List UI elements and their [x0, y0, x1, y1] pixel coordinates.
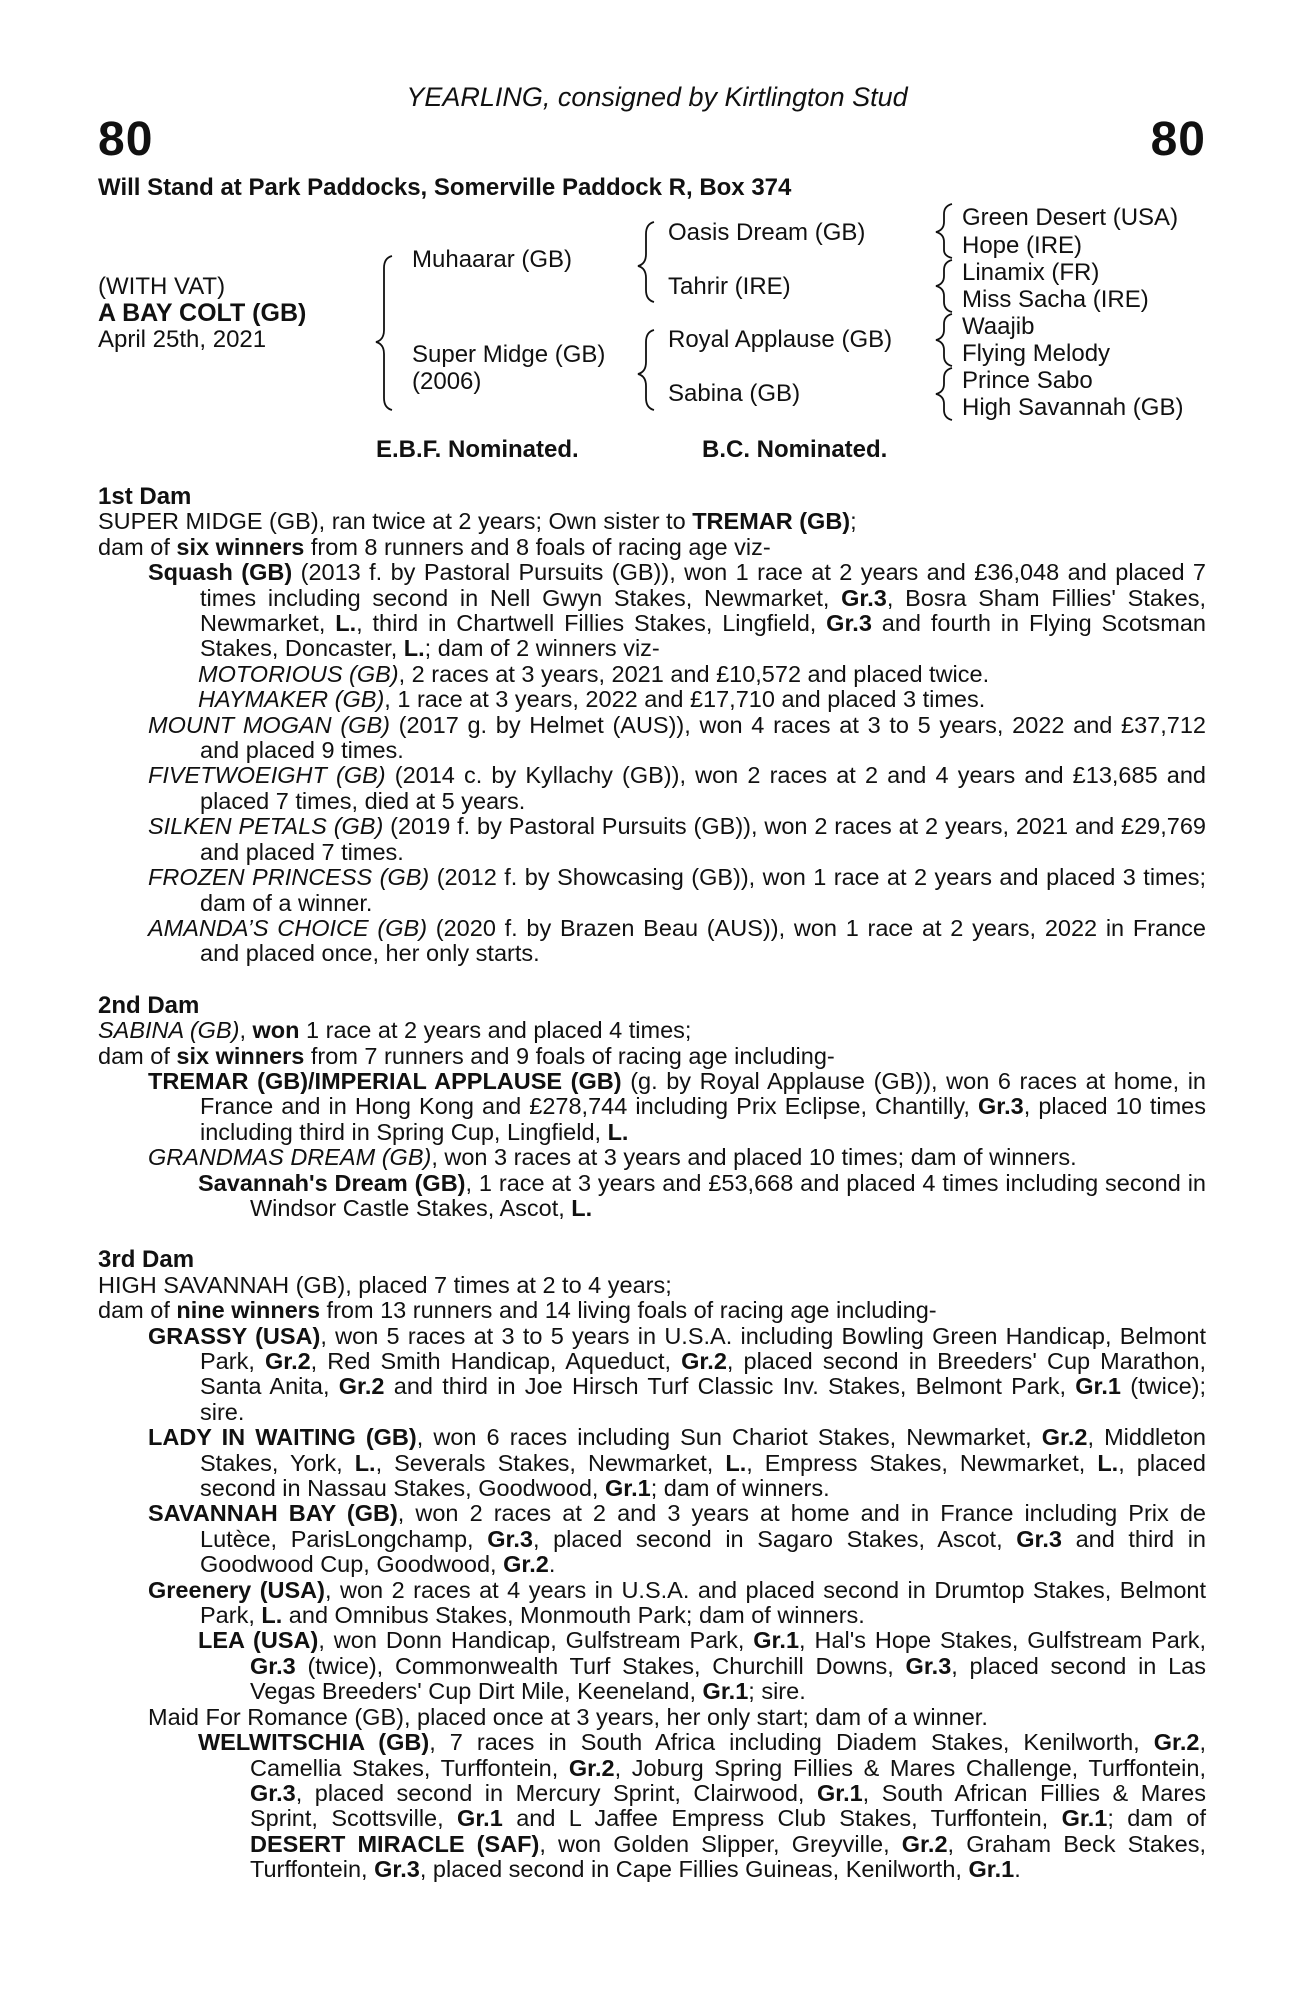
third-dam-heading: 3rd Dam: [98, 1246, 195, 1274]
gg-5: Waajib: [962, 313, 1035, 340]
stabling-location: Will Stand at Park Paddocks, Somerville Paddock R, Box 374: [98, 174, 792, 201]
produce-motorious: MOTORIOUS (GB), 2 races at 3 years, 2021 and £10,572 and placed twice.: [198, 660, 990, 687]
second-dam-intro: SABINA (GB), won 1 race at 2 years and placed 4 times; dam of six winners from 7 runners and 9 foals of racing age including-: [98, 1017, 835, 1069]
dam-sire: Royal Applause (GB): [668, 326, 893, 353]
sire-sire: Oasis Dream (GB): [668, 219, 866, 246]
dam: Super Midge (GB): [412, 341, 606, 368]
first-dam-heading: 1st Dam: [98, 483, 192, 510]
gg-1: Green Desert (USA): [962, 204, 1179, 231]
lot-number-right: 80: [1150, 113, 1206, 166]
gg-3: Linamix (FR): [962, 259, 1100, 286]
sire: Muhaarar (GB): [412, 246, 573, 273]
produce-fivetwoeight: FIVETWOEIGHT (GB) (2014 c. by Kyllachy (GB)), won 2 races at 2 and 4 years and £13,685 and placed 7 times, died at 5 years.: [148, 762, 1206, 814]
vat-note: (WITH VAT): [98, 273, 226, 300]
foaling-date: April 25th, 2021: [98, 326, 267, 353]
produce-lea: LEA (USA), won Donn Handicap, Gulfstream Park, Gr.1, Hal's Hope Stakes, Gulfstream Park, Gr.3 (twice), Commonwealth Turf Stakes, Churchill Downs, Gr.3, placed second in Las Vegas Breeders' Cup Dirt Mile, Keeneland, Gr.1; sire.: [198, 1627, 1206, 1705]
sire-dam: Tahrir (IRE): [668, 273, 791, 300]
bc-nomination: B.C. Nominated.: [702, 436, 888, 463]
produce-mount-mogan: MOUNT MOGAN (GB) (2017 g. by Helmet (AUS)), won 4 races at 3 to 5 years, 2022 and £37,712 and placed 9 times.: [148, 711, 1206, 764]
produce-grassy: GRASSY (USA), won 5 races at 3 to 5 years in U.S.A. including Bowling Green Handicap, Belmont Park, Gr.2, Red Smith Handicap, Aqueduct, Gr.2, placed second in Breeders' Cup Marathon, Santa Anita, Gr.2 and third in Joe Hirsch Turf Classic Inv. Stakes, Belmont Park, Gr.1 (twice); sire.: [148, 1322, 1206, 1425]
produce-squash: Squash (GB) (2013 f. by Pastoral Pursuits (GB)), won 1 race at 2 years and £36,048 and placed 7 times including second in Nell Gwyn Stakes, Newmarket, Gr.3, Bosra Sham Fillies' Stakes, Newmarket, L., third in Chartwell Fillies Stakes, Lingfield, Gr.3 and fourth in Flying Scotsman Stakes, Doncaster, L.; dam of 2 winners viz-: [148, 559, 1206, 662]
produce-greenery: Greenery (USA), won 2 races at 4 years in U.S.A. and placed second in Drumtop Stakes, Belmont Park, L. and Omnibus Stakes, Monmouth Park; dam of winners.: [148, 1576, 1206, 1629]
gg-4: Miss Sacha (IRE): [962, 286, 1149, 313]
catalogue-body: [98, 484, 1206, 1883]
produce-grandmas-dream: GRANDMAS DREAM (GB), won 3 races at 3 years and placed 10 times; dam of winners.: [148, 1144, 1077, 1171]
produce-silken-petals: SILKEN PETALS (GB) (2019 f. by Pastoral Pursuits (GB)), won 2 races at 2 years, 2021 and £29,769 and placed 7 times.: [148, 813, 1206, 865]
produce-lady-in-waiting: LADY IN WAITING (GB), won 6 races including Sun Chariot Stakes, Newmarket, Gr.2, Middleton Stakes, York, L., Severals Stakes, Newmarket, L., Empress Stakes, Newmarket, L., placed second in Nassau Stakes, Goodwood, Gr.1; dam of winners.: [148, 1424, 1207, 1502]
lot-number-left: 80: [98, 113, 154, 166]
produce-tremar: TREMAR (GB)/IMPERIAL APPLAUSE (GB) (g. by Royal Applause (GB)), won 6 races at home, in France and in Hong Kong and £278,744 including Prix Eclipse, Chantilly, Gr.3, placed 10 times including third in Spring Cup, Lingfield, L.: [148, 1067, 1206, 1145]
horse-name: A BAY COLT (GB): [98, 299, 307, 327]
produce-savannah-bay: SAVANNAH BAY (GB), won 2 races at 2 and 3 years at home and in France including Prix de Lutèce, ParisLongchamp, Gr.3, placed second in Sagaro Stakes, Ascot, Gr.3 and third in Goodwood Cup, Goodwood, Gr.2.: [148, 1500, 1206, 1578]
dam-dam: Sabina (GB): [668, 380, 801, 407]
gg-6: Flying Melody: [962, 340, 1111, 367]
produce-savannahs-dream: Savannah's Dream (GB), 1 race at 3 years and £53,668 and placed 4 times including second in Windsor Castle Stakes, Ascot, L.: [198, 1169, 1206, 1221]
gg-8: High Savannah (GB): [962, 394, 1184, 421]
gg-7: Prince Sabo: [962, 367, 1093, 394]
second-dam-heading: 2nd Dam: [98, 991, 200, 1019]
produce-amandas-choice: AMANDA’S CHOICE (GB) (2020 f. by Brazen Beau (AUS)), won 1 race at 2 years, 2022 in France and placed once, her only starts.: [148, 914, 1206, 967]
third-dam-intro: HIGH SAVANNAH (GB), placed 7 times at 2 to 4 years; dam of nine winners from 13 runners and 14 living foals of racing age including-: [98, 1271, 937, 1324]
gg-2: Hope (IRE): [962, 232, 1083, 259]
first-dam-intro: SUPER MIDGE (GB), ran twice at 2 years; Own sister to TREMAR (GB); dam of six winners from 8 runners and 8 foals of racing age viz-: [98, 508, 857, 560]
produce-haymaker: HAYMAKER (GB), 1 race at 3 years, 2022 and £17,710 and placed 3 times.: [198, 686, 986, 713]
ebf-nomination: E.B.F. Nominated.: [376, 436, 579, 463]
produce-welwitschia: WELWITSCHIA (GB), 7 races in South Africa including Diadem Stakes, Kenilworth, Gr.2, Camellia Stakes, Turffontein, Gr.2, Joburg Spring Fillies & Mares Challenge, Turffontein, Gr.3, placed second in Mercury Sprint, Clairwood, Gr.1, South African Fillies & Mares Sprint, Scottsville, Gr.1 and L Jaffee Empress Club Stakes, Turffontein, Gr.1; dam of DESERT MIRACLE (SAF), won Golden Slipper, Greyville, Gr.2, Graham Beck Stakes, Turffontein, Gr.3, placed second in Cape Fillies Guineas, Kenilworth, Gr.1.: [198, 1729, 1207, 1883]
produce-frozen-princess: FROZEN PRINCESS (GB) (2012 f. by Showcasing (GB)), won 1 race at 2 years and placed 3 times; dam of a winner.: [148, 864, 1206, 916]
page-subtitle: YEARLING, consigned by Kirtlington Stud: [406, 82, 908, 112]
dam-year: (2006): [412, 368, 482, 395]
produce-maid-for-romance: Maid For Romance (GB), placed once at 3 years, her only start; dam of a winner.: [148, 1703, 988, 1730]
